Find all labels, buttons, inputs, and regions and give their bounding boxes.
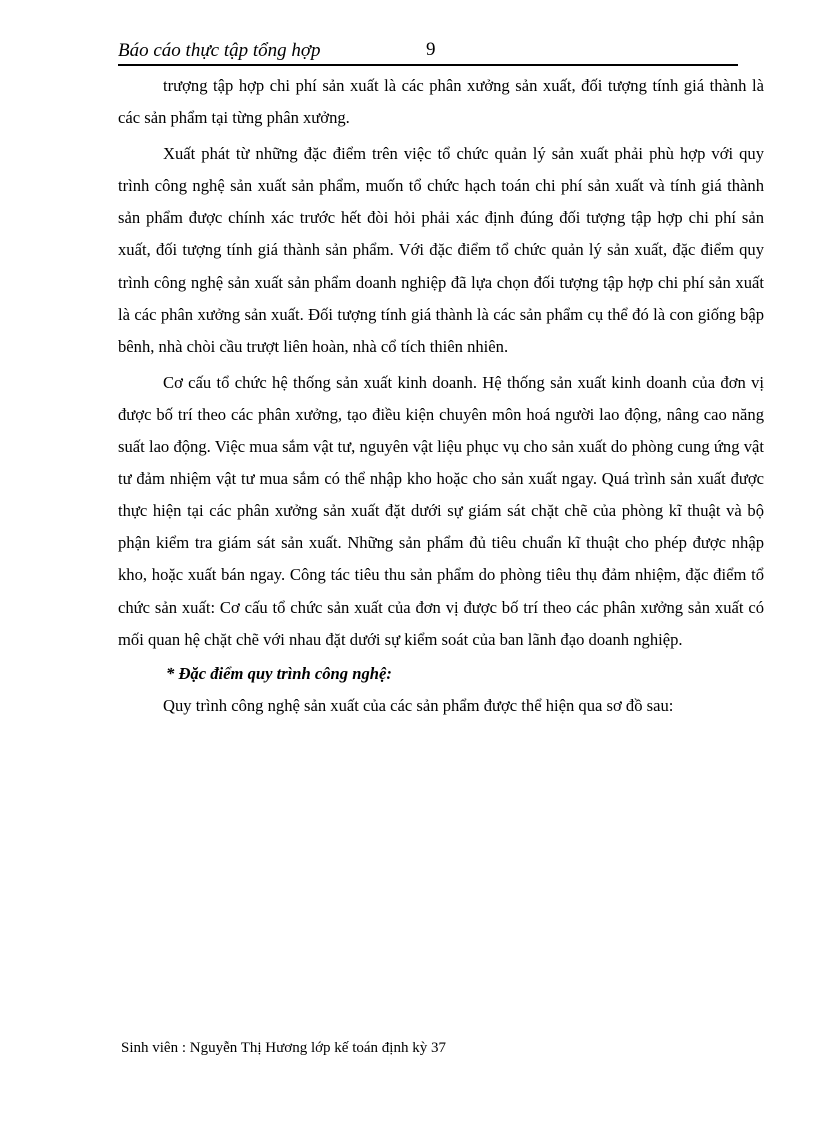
page-footer: Sinh viên : Nguyễn Thị Hương lớp kế toán định kỳ 37: [121, 1040, 446, 1056]
closing-line: Quy trình công nghệ sản xuất của các sản phẩm được thể hiện qua sơ đồ sau:: [163, 695, 674, 715]
section-heading: * Đặc điểm quy trình công nghệ:: [166, 663, 392, 683]
page-number: 9: [426, 39, 436, 60]
paragraph-3: Cơ cấu tổ chức hệ thống sản xuất kinh doanh. Hệ thống sản xuất kinh doanh của đơn vị được bố trí theo các phân xưởng, tạo điều kiện chuyên môn hoá người lao động, nâng cao năng suất lao động. Việc mua sắm vật tư, nguyên vật liệu phục vụ cho sản xuất do phòng cung ứng vật tư đảm nhiệm vật tư mua sắm có thể nhập kho hoặc cho sản xuất ngay. Quá trình sản xuất được thực hiện tại các phân xưởng sản xuất đặt dưới sự giám sát chặt chẽ của phòng kĩ thuật và bộ phận kiểm tra giám sát sản xuất. Những sản phẩm đủ tiêu chuẩn kĩ thuật cho phép được nhập kho, hoặc xuất bán ngay. Công tác tiêu thu sản phẩm do phòng tiêu thụ đảm nhiệm, đặc điểm tổ chức sản xuất: Cơ cấu tổ chức sản xuất của đơn vị được bố trí theo các phân xưởng sản xuất có mối quan hệ chặt chẽ với nhau đặt dưới sự kiểm soát của ban lãnh đạo doanh nghiệp.: [118, 372, 764, 649]
paragraph-2: Xuất phát từ những đặc điểm trên việc tổ chức quản lý sản xuất phải phù hợp với quy trình công nghệ sản xuất sản phẩm, muốn tổ chức hạch toán chi phí sản xuất và tính giá thành sản phẩm được chính xác trước hết đòi hỏi phải xác định đúng đối tượng tập hợp chi phí sản xuất, đối tượng tính giá thành sản phẩm. Với đặc điểm tổ chức quản lý sản xuất, đặc điểm quy trình công nghệ sản xuất sản phẩm doanh nghiệp đã lựa chọn đối tượng tập hợp chi phí sản xuất là các phân xưởng sản xuất. Đối tượng tính giá thành là các sản phẩm cụ thể đó là con giống bập bênh, nhà chòi cầu trượt liên hoàn, nhà cổ tích thiên nhiên.: [118, 144, 764, 356]
header-title: Báo cáo thực tập tổng hợp: [118, 40, 321, 61]
document-body: [118, 70, 764, 722]
paragraph-1: trượng tập hợp chi phí sản xuất là các phân xưởng sản xuất, đối tượng tính giá thành là các sản phẩm tại từng phân xưởng.: [118, 76, 764, 128]
page-header: [118, 40, 738, 66]
